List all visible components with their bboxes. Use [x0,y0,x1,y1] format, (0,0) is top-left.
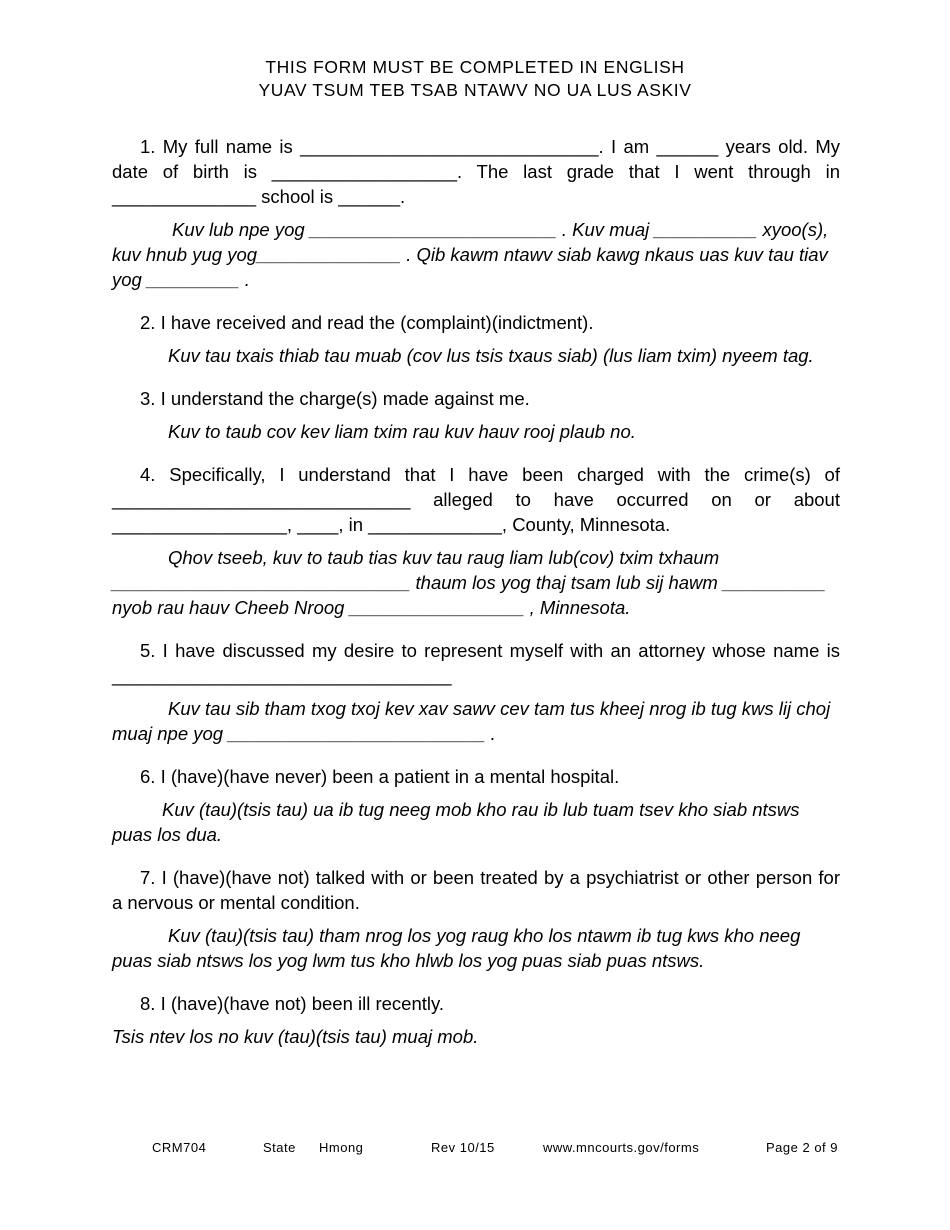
item-1-english: 1. My full name is _____________________________. I am ______ years old. My date of birth is __________________. The last grade that I went through in ______________ school is ______. [112,136,840,207]
item-5 [112,638,840,746]
item-3-english: 3. I understand the charge(s) made against me. [140,388,530,409]
item-3 [112,386,840,444]
item-8-english: 8. I (have)(have not) been ill recently. [140,993,445,1014]
item-4-english: 4. Specifically, I understand that I have been charged with the crime(s) of _____________________________ alleged to have occurred on or about _________________, ____, in _____________, County, Minnesota. [112,464,840,535]
item-3-hmong: Kuv to taub cov kev liam txim rau kuv hauv rooj plaub no. [168,421,636,442]
footer-form-code: CRM704 [152,1140,207,1155]
header-english-instruction: THIS FORM MUST BE COMPLETED IN ENGLISH [265,57,685,77]
item-2 [112,310,840,368]
item-5-hmong: Kuv tau sib tham txog txoj kev xav sawv cev tam tus kheej nrog ib tug kws lij choj muaj npe yog _________________________ . [112,698,831,744]
item-1-hmong: Kuv lub npe yog ________________________ . Kuv muaj __________ xyoo(s), kuv hnub yug yog______________ . Qib kawm ntawv siab kawg nkaus uas kuv tau tiav yog _________ . [112,219,829,290]
form-body [112,134,840,1067]
item-4 [112,462,840,620]
item-7 [112,865,840,973]
footer-language: Hmong [319,1140,364,1155]
header-hmong-instruction: YUAV TSUM TEB TSAB NTAWV NO UA LUS ASKIV [258,80,692,100]
item-4-hmong: Qhov tseeb, kuv to taub tias kuv tau raug liam lub(cov) txim txhaum _____________________________ thaum los yog thaj tsam lub sij hawm __________ nyob rau hauv Cheeb Nroog _________________ , Minnesota. [112,547,826,618]
item-1 [112,134,840,292]
footer-page-number: Page 2 of 9 [766,1140,838,1155]
item-6-hmong: Kuv (tau)(tsis tau) ua ib tug neeg mob kho rau ib lub tuam tsev kho siab ntsws puas los dua. [112,799,800,845]
item-6-english: 6. I (have)(have never) been a patient in a mental hospital. [140,766,620,787]
form-header [0,56,950,102]
item-2-hmong: Kuv tau txais thiab tau muab (cov lus tsis txaus siab) (lus liam txim) nyeem tag. [168,345,814,366]
page-footer [0,1140,950,1160]
item-8-hmong: Tsis ntev los no kuv (tau)(tsis tau) muaj mob. [112,1026,479,1047]
item-8 [112,991,840,1049]
footer-state: State [263,1140,296,1155]
footer-url[interactable]: www.mncourts.gov/forms [543,1140,700,1155]
item-5-english: 5. I have discussed my desire to represent myself with an attorney whose name is _________________________________ [112,640,840,686]
item-2-english: 2. I have received and read the (complaint)(indictment). [140,312,594,333]
item-7-hmong: Kuv (tau)(tsis tau) tham nrog los yog raug kho los ntawm ib tug kws kho neeg puas siab ntsws los yog lwm tus kho hlwb los yog puas siab puas ntsws. [112,925,801,971]
item-6 [112,764,840,847]
footer-revision: Rev 10/15 [431,1140,495,1155]
item-7-english: 7. I (have)(have not) talked with or been treated by a psychiatrist or other person for a nervous or mental condition. [112,867,840,913]
